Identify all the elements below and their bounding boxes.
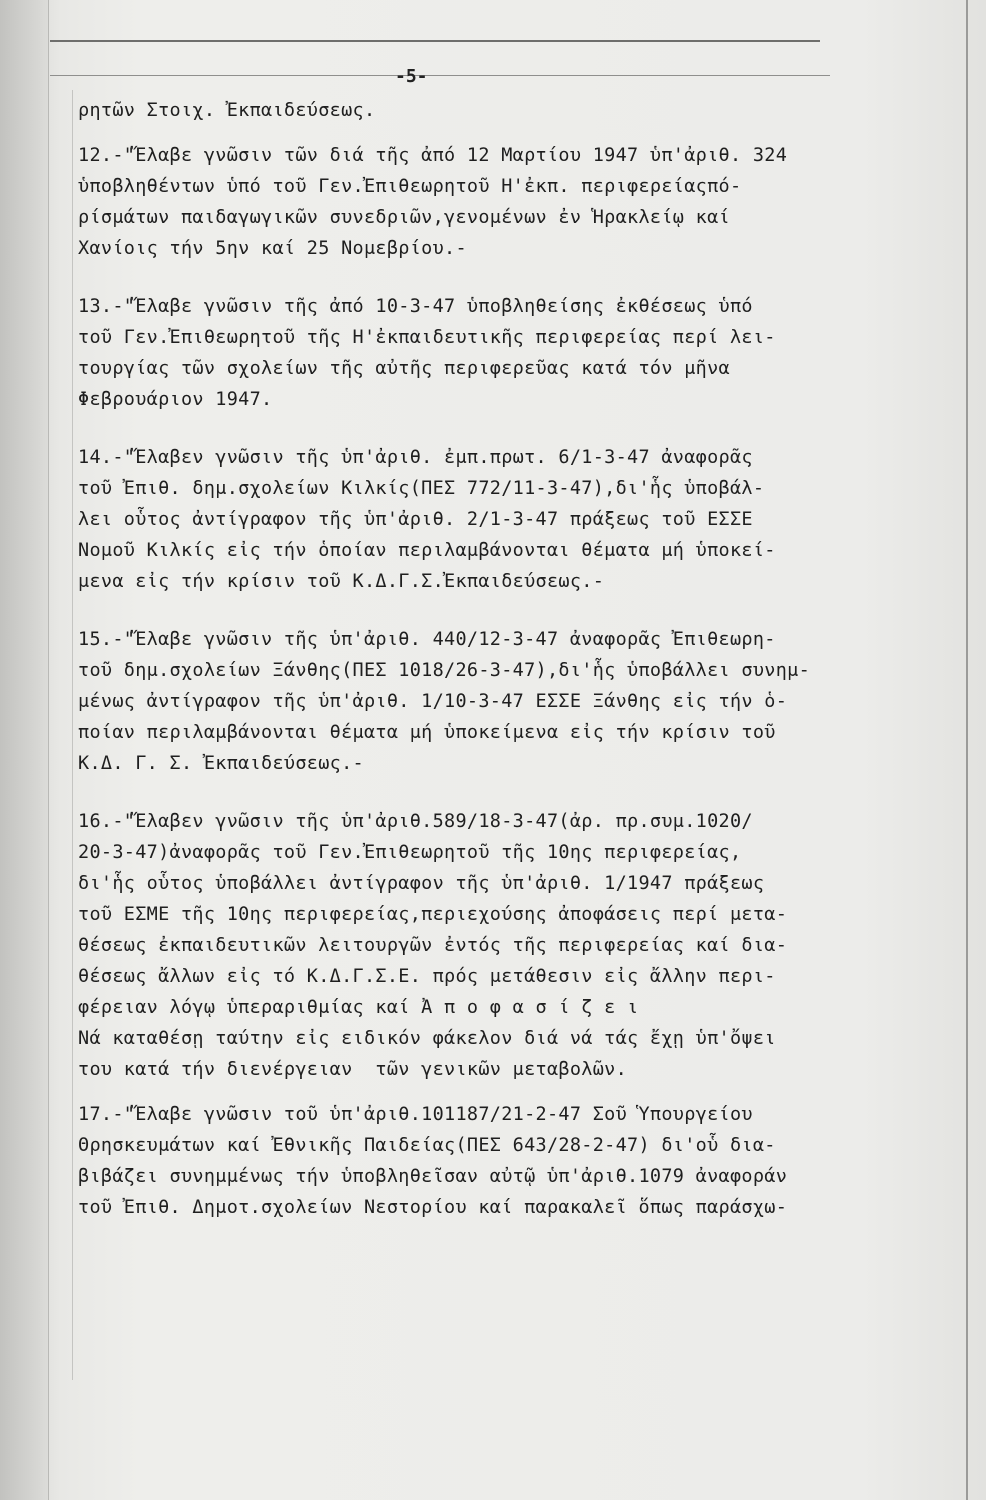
paragraph-item-13 [78,291,938,415]
text-line: 17.-"Ἔλαβε γνῶσιν τοῦ ὑπ'ἀριθ.101187/21-2-47 Σοῦ Ὑπουργείου [78,1104,753,1125]
text-line: μένως ἀντίγραφον τῆς ὑπ'ἀριθ. 1/10-3-47 ΕΣΣΕ Ξάνθης εἰς τήν ὁ- [78,691,788,712]
text-line: ποίαν περιλαμβάνονται θέματα μή ὑποκείμενα εἰς τήν κρίσιν τοῦ [78,722,776,743]
text-line: του κατά τήν διενέργειαν τῶν γενικῶν μεταβολῶν. [78,1059,628,1080]
right-edge-rule [966,0,968,1500]
text-line: Νομοῦ Κιλκίς εἰς τήν ὁποίαν περιλαμβάνονται θέματα μή ὑποκεί- [78,540,776,561]
top-rule [50,40,820,42]
text-line: τοῦ ΕΣΜΕ τῆς 10ης περιφερείας,περιεχούσης ἀποφάσεις περί μετα- [78,904,788,925]
text-line: βιβάζει συνημμένως τήν ὑποβληθεῖσαν αὐτῷ ὑπ'ἀριθ.1079 ἀναφοράν [78,1166,788,1187]
header-rule [50,75,830,76]
paragraph-item-17 [78,1099,938,1223]
spacer [78,126,938,140]
spacer [78,1085,938,1099]
text-line: τοῦ Ἐπιθ. Δημοτ.σχολείων Νεστορίου καί παρακαλεῖ ὅπως παράσχω- [78,1197,788,1218]
text-line: Κ.Δ. Γ. Σ. Ἐκπαιδεύσεως.- [78,753,364,774]
paragraph-item-12 [78,140,938,264]
text-line: Θρησκευμάτων καί Ἐθνικῆς Παιδείας(ΠΕΣ 643/28-2-47) δι'οὗ δια- [78,1135,776,1156]
paragraph-item-14 [78,442,938,597]
text-line: τουργίας τῶν σχολείων τῆς αὐτῆς περιφερεῦας κατά τόν μῆνα [78,358,730,379]
margin-rule [72,90,73,1380]
spacer [78,779,938,806]
text-line: δι'ἧς οὗτος ὑποβάλλει ἀντίγραφον τῆς ὑπ'ἀριθ. 1/1947 πράξεως [78,873,765,894]
text-line: 13.-"Ἔλαβε γνῶσιν τῆς ἀπό 10-3-47 ὑποβληθείσης ἐκθέσεως ὑπό [78,296,753,317]
text-line: Χανίοις τήν 5ην καί 25 Νομεβρίου.- [78,238,467,259]
text-line: 12.-"Ἔλαβε γνῶσιν τῶν διά τῆς ἀπό 12 Μαρτίου 1947 ὑπ'ἀριθ. 324 [78,145,788,166]
binding-strip [0,0,49,1500]
text-line: ὑποβληθέντων ὑπό τοῦ Γεν.Ἐπιθεωρητοῦ Η'ἐκπ. περιφερείαςπό- [78,176,742,197]
text-line: 20-3-47)ἀναφορᾶς τοῦ Γεν.Ἐπιθεωρητοῦ τῆς 10ης περιφερείας, [78,842,742,863]
text-line: τοῦ Γεν.Ἐπιθεωρητοῦ τῆς Η'ἐκπαιδευτικῆς περιφερείας περί λει- [78,327,776,348]
text-line: Νά καταθέσῃ ταύτην εἰς ειδικόν φάκελον διά νά τάς ἔχῃ ὑπ'ὄψει [78,1028,776,1049]
text-line: θέσεως ἄλλων εἰς τό Κ.Δ.Γ.Σ.Ε. πρός μετάθεσιν εἰς ἄλλην περι- [78,966,776,987]
paragraph-item-15 [78,624,938,779]
text-line: 16.-"Ἔλαβεν γνῶσιν τῆς ὑπ'ἀριθ.589/18-3-47(ἀρ. πρ.συμ.1020/ [78,811,753,832]
text-line: ρίσμάτων παιδαγωγικῶν συνεδριῶν,γενομένων ἐν Ἡρακλείῳ καί [78,207,730,228]
paragraph-item-16 [78,806,938,1085]
spacer [78,597,938,624]
text-line: λει οὗτος ἀντίγραφον τῆς ὑπ'ἀριθ. 2/1-3-47 πράξεως τοῦ ΕΣΣΕ [78,509,753,530]
intro-paragraph [78,95,938,126]
text-line: Φεβρουάριον 1947. [78,389,273,410]
text-line: θέσεως ἐκπαιδευτικῶν λειτουργῶν ἐντός τῆς περιφερείας καί δια- [78,935,788,956]
text-line: ρητῶν Στοιχ. Ἐκπαιδεύσεως. [78,100,376,121]
text-line: μενα εἰς τήν κρίσιν τοῦ Κ.Δ.Γ.Σ.Ἐκπαιδεύσεως.- [78,571,605,592]
page-number: -5- [395,66,428,87]
text-line: φέρειαν λόγῳ ὑπεραριθμίας καί Ἀ π ο φ α σ ί ζ ε ι [78,997,639,1018]
text-line: 14.-"Ἔλαβεν γνῶσιν τῆς ὑπ'ἀριθ. ἐμπ.πρωτ. 6/1-3-47 ἀναφορᾶς [78,447,753,468]
text-line: τοῦ Ἐπιθ. δημ.σχολείων Κιλκίς(ΠΕΣ 772/11-3-47),δι'ἧς ὑποβάλ- [78,478,765,499]
spacer [78,415,938,442]
spacer [78,264,938,291]
text-line: τοῦ δημ.σχολείων Ξάνθης(ΠΕΣ 1018/26-3-47),δι'ἧς ὑποβάλλει συνημ- [78,660,811,681]
document-body [78,95,938,1223]
text-line: 15.-"Ἔλαβε γνῶσιν τῆς ὑπ'ἀριθ. 440/12-3-47 ἀναφορᾶς Ἐπιθεωρη- [78,629,776,650]
